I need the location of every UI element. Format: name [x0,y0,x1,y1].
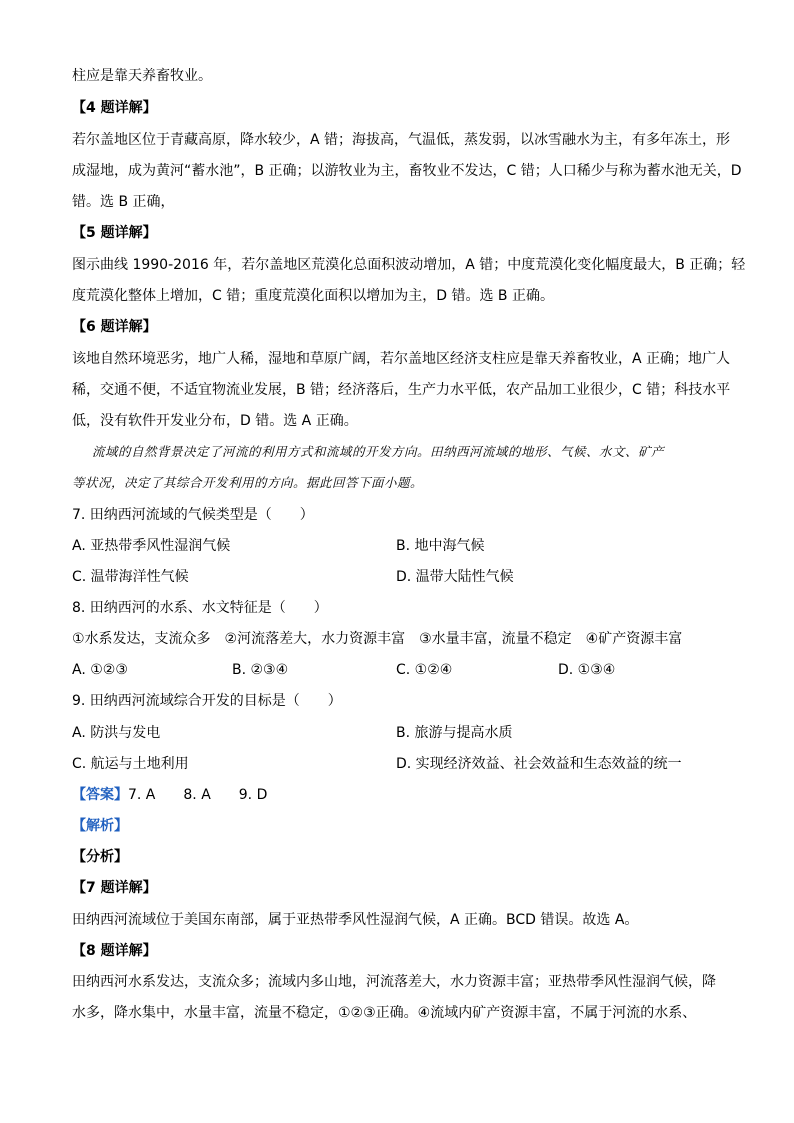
option-9b: B. 旅游与提高水质 [396,725,513,741]
text-line: 度荒漠化整体上增加，C 错；重度荒漠化面积以增加为主，D 错。选 B 正确。 [72,288,554,304]
option-8c: C. ①②④ [396,662,453,678]
text-line: 田纳西河水系发达，支流众多；流域内多山地，河流落差大，水力资源丰富；亚热带季风性湿润气候，降 [72,974,716,990]
answer-values: 7. A 8. A 9. D [128,787,268,803]
fenxi-heading: 【分析】 [72,849,128,865]
passage-line: 流域的自然背景决定了河流的利用方式和流域的开发方向。田纳西河流域的地形、气候、水文、矿产 [92,444,665,459]
option-8b: B. ②③④ [232,662,289,678]
option-7a: A. 亚热带季风性湿润气候 [72,538,231,554]
question-9: 9. 田纳西河流域综合开发的目标是（ ） [72,693,342,709]
option-7d: D. 温带大陆性气候 [396,569,514,585]
text-line: 错。选 B 正确， [72,194,175,210]
section-heading-q8: 【8 题详解】 [72,943,157,959]
option-8a: A. ①②③ [72,662,128,678]
option-7c: C. 温带海洋性气候 [72,569,189,585]
section-heading-q7: 【7 题详解】 [72,880,157,896]
text-line: 田纳西河流域位于美国东南部，属于亚热带季风性湿润气候，A 正确。BCD 错误。故选 A。 [72,912,639,928]
question-8-statements: ①水系发达，支流众多 ②河流落差大，水力资源丰富 ③水量丰富，流量不稳定 ④矿产资源丰富 [72,631,683,647]
passage-line: 等状况，决定了其综合开发利用的方向。据此回答下面小题。 [72,475,424,490]
section-heading-q4: 【4 题详解】 [72,100,157,116]
question-7: 7. 田纳西河流域的气候类型是（ ） [72,507,314,523]
text-line: 稀，交通不便，不适宜物流业发展，B 错；经济落后，生产力水平低，农产品加工业很少，C 错；科技水平 [72,382,731,398]
analysis-heading: 【解析】 [72,818,128,834]
answer-line [72,785,267,805]
option-7b: B. 地中海气候 [396,538,485,554]
option-8d: D. ①③④ [558,662,616,678]
text-line: 成湿地，成为黄河“蓄水池”，B 正确；以游牧业为主，畜牧业不发达，C 错；人口稀少与称为蓄水池无关，D [72,163,742,179]
option-9c: C. 航运与土地利用 [72,756,189,772]
text-line: 图示曲线 1990-2016 年，若尔盖地区荒漠化总面积波动增加，A 错；中度荒漠化变化幅度最大，B 正确；轻 [72,257,746,273]
text-line: 低，没有软件开发业分布，D 错。选 A 正确。 [72,413,358,429]
text-line: 若尔盖地区位于青藏高原，降水较少，A 错；海拔高，气温低，蒸发弱，以冰雪融水为主，有多年冻土，形 [72,132,731,148]
section-heading-q6: 【6 题详解】 [72,319,157,335]
text-line: 柱应是靠天养畜牧业。 [72,68,212,84]
section-heading-q5: 【5 题详解】 [72,225,157,241]
option-9a: A. 防洪与发电 [72,725,161,741]
question-8: 8. 田纳西河的水系、水文特征是（ ） [72,600,328,616]
text-line: 水多，降水集中，水量丰富，流量不稳定，①②③正确。④流域内矿产资源丰富，不属于河流的水系、 [72,1005,697,1021]
text-line: 该地自然环境恶劣，地广人稀，湿地和草原广阔，若尔盖地区经济支柱应是靠天养畜牧业，A 正确；地广人 [72,351,731,367]
answer-label: 【答案】 [72,787,128,803]
option-9d: D. 实现经济效益、社会效益和生态效益的统一 [396,756,682,772]
